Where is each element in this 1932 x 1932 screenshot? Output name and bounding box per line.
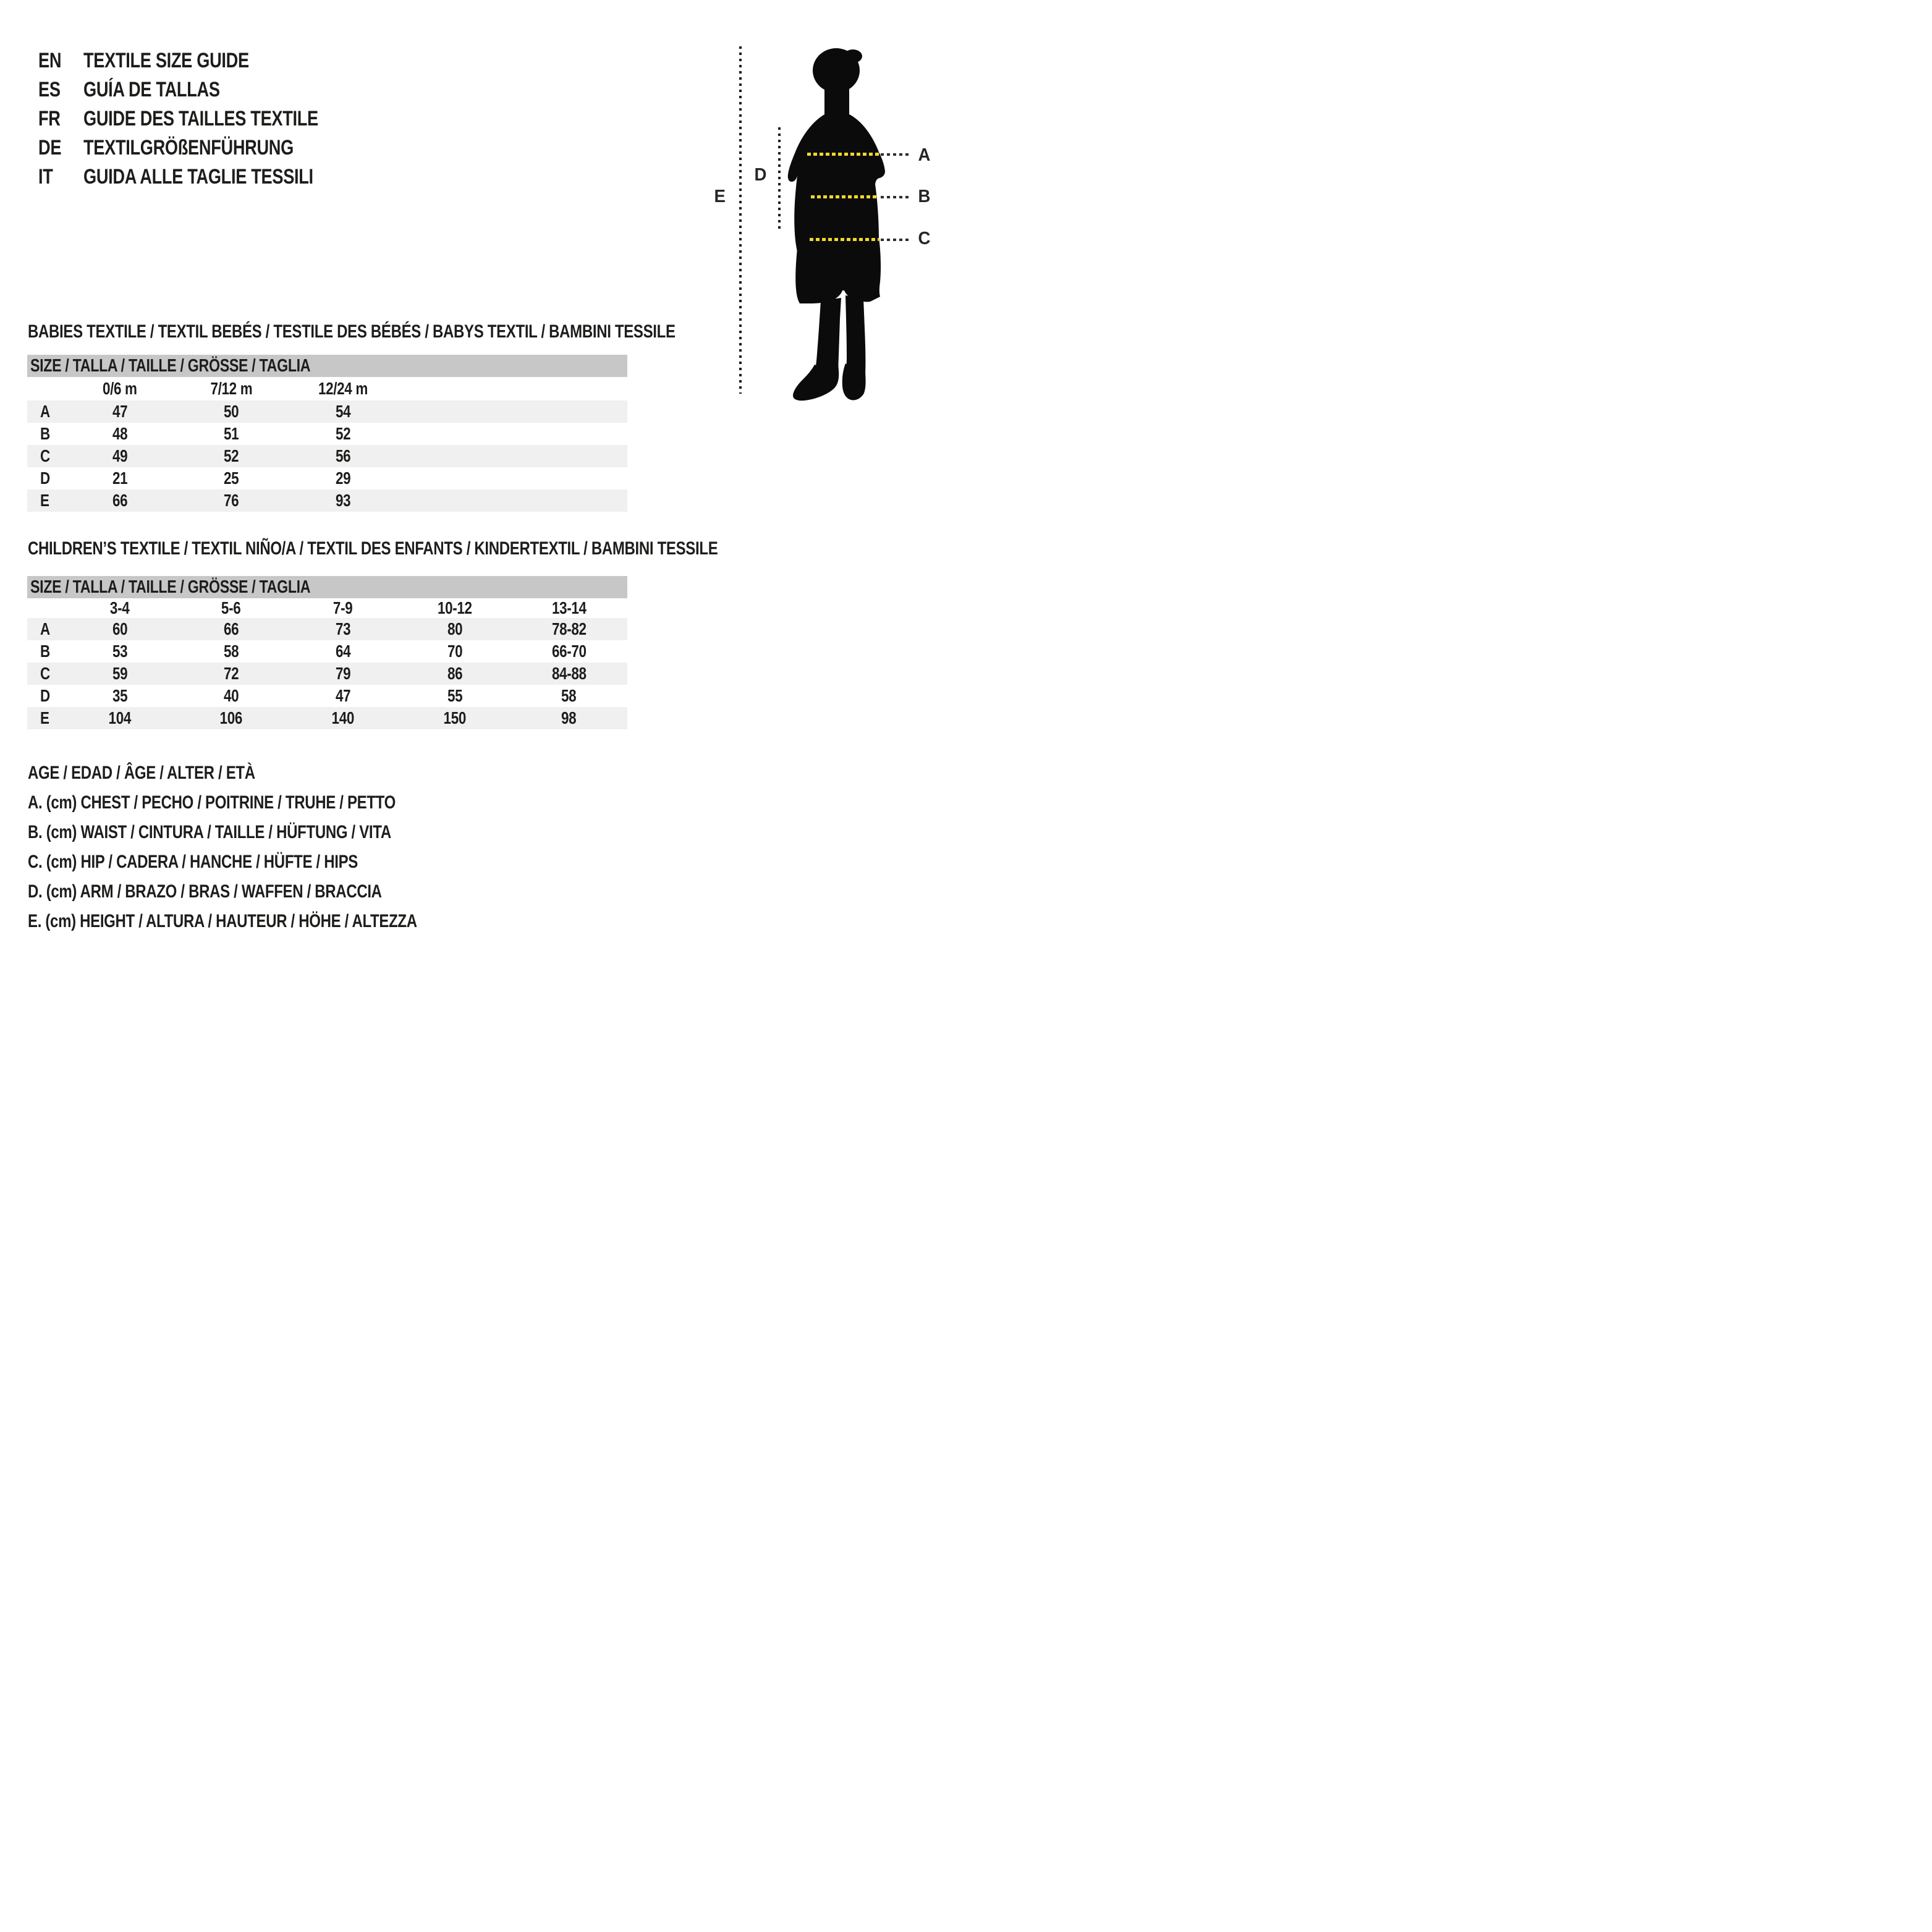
silhouette-shorts	[795, 237, 881, 303]
language-code: FR	[38, 107, 61, 130]
measure-label-a: A	[918, 145, 931, 165]
waist-measure-line	[811, 195, 879, 198]
babies-col-0: 0/6 m	[103, 379, 137, 398]
children-col-4: 13-14	[551, 598, 587, 617]
hip-leader-line	[881, 239, 910, 241]
babies-size-table	[27, 355, 627, 512]
language-row-es	[38, 75, 377, 104]
legend-age: AGE / EDAD / ÂGE / ALTER / ETÀ	[28, 763, 255, 783]
row-label: A	[40, 402, 50, 421]
language-code: IT	[38, 165, 53, 189]
legend-height: E. (cm) HEIGHT / ALTURA / HAUTEUR / HÖHE / ALTEZZA	[28, 911, 417, 931]
table-row: B 48 51 52	[27, 423, 627, 445]
babies-table-header-text: SIZE / TALLA / TAILLE / GRÖSSE / TAGLIA	[30, 355, 311, 376]
language-title: GUIDA ALLE TAGLIE TESSILI	[83, 165, 313, 189]
silhouette-neck	[824, 83, 849, 117]
arm-measure-line	[778, 127, 781, 230]
language-row-fr	[38, 104, 377, 133]
table-row: E 66 76 93	[27, 489, 627, 512]
children-col-2: 7-9	[333, 598, 353, 617]
chest-leader-line	[881, 153, 910, 156]
language-title: TEXTILE SIZE GUIDE	[83, 49, 249, 72]
silhouette-right-leg	[845, 295, 865, 376]
row-label: A	[40, 619, 50, 638]
silhouette-left-shoe	[793, 362, 839, 400]
language-row-it	[38, 163, 377, 192]
language-title: GUIDE DES TAILLES TEXTILE	[83, 107, 318, 130]
table-row: E 104 106 140 150 98	[27, 707, 627, 729]
measurement-legend	[28, 758, 514, 936]
children-size-table	[27, 576, 627, 729]
table-row: A 60 66 73 80 78-82	[27, 618, 627, 640]
babies-col-2: 12/24 m	[318, 379, 368, 398]
language-code: DE	[38, 136, 62, 159]
table-row: C 59 72 79 86 84-88	[27, 663, 627, 685]
language-code: EN	[38, 49, 62, 72]
waist-leader-line	[881, 196, 910, 198]
legend-chest: A. (cm) CHEST / PECHO / POITRINE / TRUHE / PETTO	[28, 792, 396, 813]
row-label: E	[40, 491, 49, 510]
row-label: E	[40, 708, 49, 727]
children-col-1: 5-6	[221, 598, 241, 617]
row-label: C	[40, 664, 50, 683]
language-title: GUÍA DE TALLAS	[83, 78, 220, 101]
row-label: B	[40, 424, 50, 443]
silhouette-right-shoe	[842, 363, 866, 400]
children-col-3: 10-12	[438, 598, 472, 617]
row-label: D	[40, 686, 50, 705]
measure-label-c: C	[918, 229, 931, 248]
language-title: TEXTILGRÖßENFÜHRUNG	[83, 136, 294, 159]
children-column-header-row	[27, 598, 627, 618]
babies-table-header-bar	[27, 355, 627, 377]
legend-waist: B. (cm) WAIST / CINTURA / TAILLE / HÜFTUNG / VITA	[28, 822, 391, 842]
textile-size-guide-page	[0, 0, 966, 966]
hip-measure-line	[810, 238, 879, 241]
table-row: A 47 50 54	[27, 400, 627, 423]
measure-label-e: E	[714, 187, 726, 206]
child-silhouette	[786, 47, 907, 403]
chest-measure-line	[807, 153, 879, 156]
row-label: B	[40, 642, 50, 661]
measure-label-b: B	[918, 187, 931, 206]
table-row: D 35 40 47 55 58	[27, 685, 627, 707]
language-code: ES	[38, 78, 61, 101]
language-row-de	[38, 133, 377, 163]
children-section-title: CHILDREN’S TEXTILE / TEXTIL NIÑO/A / TEXTIL DES ENFANTS / KINDERTEXTIL / BAMBINI TESSILE	[28, 538, 718, 559]
children-table-header-bar	[27, 576, 627, 598]
table-row: D 21 25 29	[27, 467, 627, 489]
babies-column-header-row	[27, 377, 627, 400]
row-label: D	[40, 468, 50, 488]
language-row-en	[38, 46, 377, 75]
legend-arm: D. (cm) ARM / BRAZO / BRAS / WAFFEN / BRACCIA	[28, 881, 382, 902]
babies-col-1: 7/12 m	[210, 379, 252, 398]
table-row: C 49 52 56	[27, 445, 627, 467]
children-col-0: 3-4	[110, 598, 130, 617]
language-header	[38, 46, 377, 192]
table-row: B 53 58 64 70 66-70	[27, 640, 627, 663]
children-table-header-text: SIZE / TALLA / TAILLE / GRÖSSE / TAGLIA	[30, 577, 311, 597]
measure-label-d: D	[754, 165, 767, 185]
row-label: C	[40, 446, 50, 465]
babies-section-title: BABIES TEXTILE / TEXTIL BEBÉS / TESTILE DES BÉBÉS / BABYS TEXTIL / BAMBINI TESSILE	[28, 321, 676, 342]
silhouette-hair-tuft	[844, 49, 862, 63]
legend-hip: C. (cm) HIP / CADERA / HANCHE / HÜFTE / HIPS	[28, 852, 358, 872]
